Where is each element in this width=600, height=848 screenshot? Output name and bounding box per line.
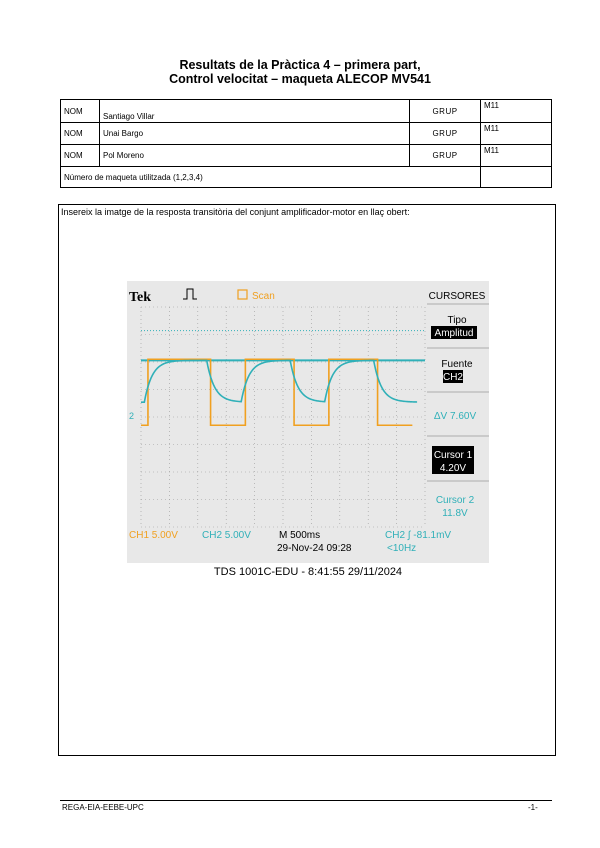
page-number: -1- xyxy=(528,803,538,812)
nom-label: NOM xyxy=(61,100,100,123)
grup-value-field[interactable]: M11 xyxy=(481,123,552,145)
trigger-icon xyxy=(183,289,197,299)
table-row xyxy=(61,123,552,145)
tipo-value[interactable]: Amplitud xyxy=(434,328,474,339)
student-info-table xyxy=(60,99,552,188)
menu-title[interactable]: CURSORES xyxy=(428,291,486,302)
cursor-2-value: 11.8V xyxy=(442,508,468,519)
oscilloscope-screenshot xyxy=(127,281,489,563)
cursor-1-label[interactable]: Cursor 1 xyxy=(433,450,473,461)
trigger-frequency: <10Hz xyxy=(387,543,417,554)
student-name-field[interactable]: Santiago Villar xyxy=(100,100,410,123)
tipo-label: Tipo xyxy=(447,315,467,326)
maqueta-value-field[interactable] xyxy=(481,167,552,188)
section-prompt: Insereix la imatge de la resposta transitòria del conjunt amplificador-motor en llaç obert: xyxy=(61,207,410,217)
fuente-label: Fuente xyxy=(441,359,473,370)
fuente-value[interactable]: CH2 xyxy=(442,372,464,383)
cursor-1-value: 4.20V xyxy=(439,463,467,474)
scope-brand: Tek xyxy=(129,290,152,305)
table-row xyxy=(61,100,552,123)
cursor-2-label[interactable]: Cursor 2 xyxy=(435,495,475,506)
timebase: M 500ms xyxy=(279,530,321,541)
page-title-line-1: Resultats de la Pràctica 4 – primera part, xyxy=(179,58,421,72)
ch2-ground-marker: 2 xyxy=(129,411,135,421)
ch1-trace xyxy=(141,359,412,425)
grup-label: GRUP xyxy=(410,100,481,123)
ch2-trace xyxy=(141,360,417,402)
grup-label: GRUP xyxy=(410,123,481,145)
maqueta-label: Número de maqueta utilitzada (1,2,3,4) xyxy=(61,167,481,188)
student-name-field[interactable]: Pol Moreno xyxy=(100,145,410,167)
grup-value-field[interactable]: M11 xyxy=(481,100,552,123)
capture-date: 29-Nov-24 09:28 xyxy=(277,543,352,554)
delta-value: ΔV 7.60V xyxy=(433,411,477,422)
trigger-readout: CH2 ∫ -81.1mV xyxy=(385,530,452,541)
grup-label: GRUP xyxy=(410,145,481,167)
oscilloscope-display xyxy=(127,281,489,563)
footer-rule xyxy=(60,800,552,801)
ch1-scale: CH1 5.00V xyxy=(129,530,178,541)
footer-left: REGA-EIA-EEBE-UPC xyxy=(62,803,144,812)
student-name-field[interactable]: Unai Bargo xyxy=(100,123,410,145)
table-row xyxy=(61,145,552,167)
page-title-line-2: Control velocitat – maqueta ALECOP MV541 xyxy=(169,72,431,86)
scope-caption: TDS 1001C-EDU - 8:41:55 29/11/2024 xyxy=(213,566,403,578)
nom-label: NOM xyxy=(61,145,100,167)
nom-label: NOM xyxy=(61,123,100,145)
scope-mode: Scan xyxy=(252,291,275,302)
scope-grid xyxy=(141,307,425,527)
ch2-scale: CH2 5.00V xyxy=(202,530,251,541)
table-row xyxy=(61,167,552,188)
grup-value-field[interactable]: M11 xyxy=(481,145,552,167)
scan-icon xyxy=(238,290,247,299)
